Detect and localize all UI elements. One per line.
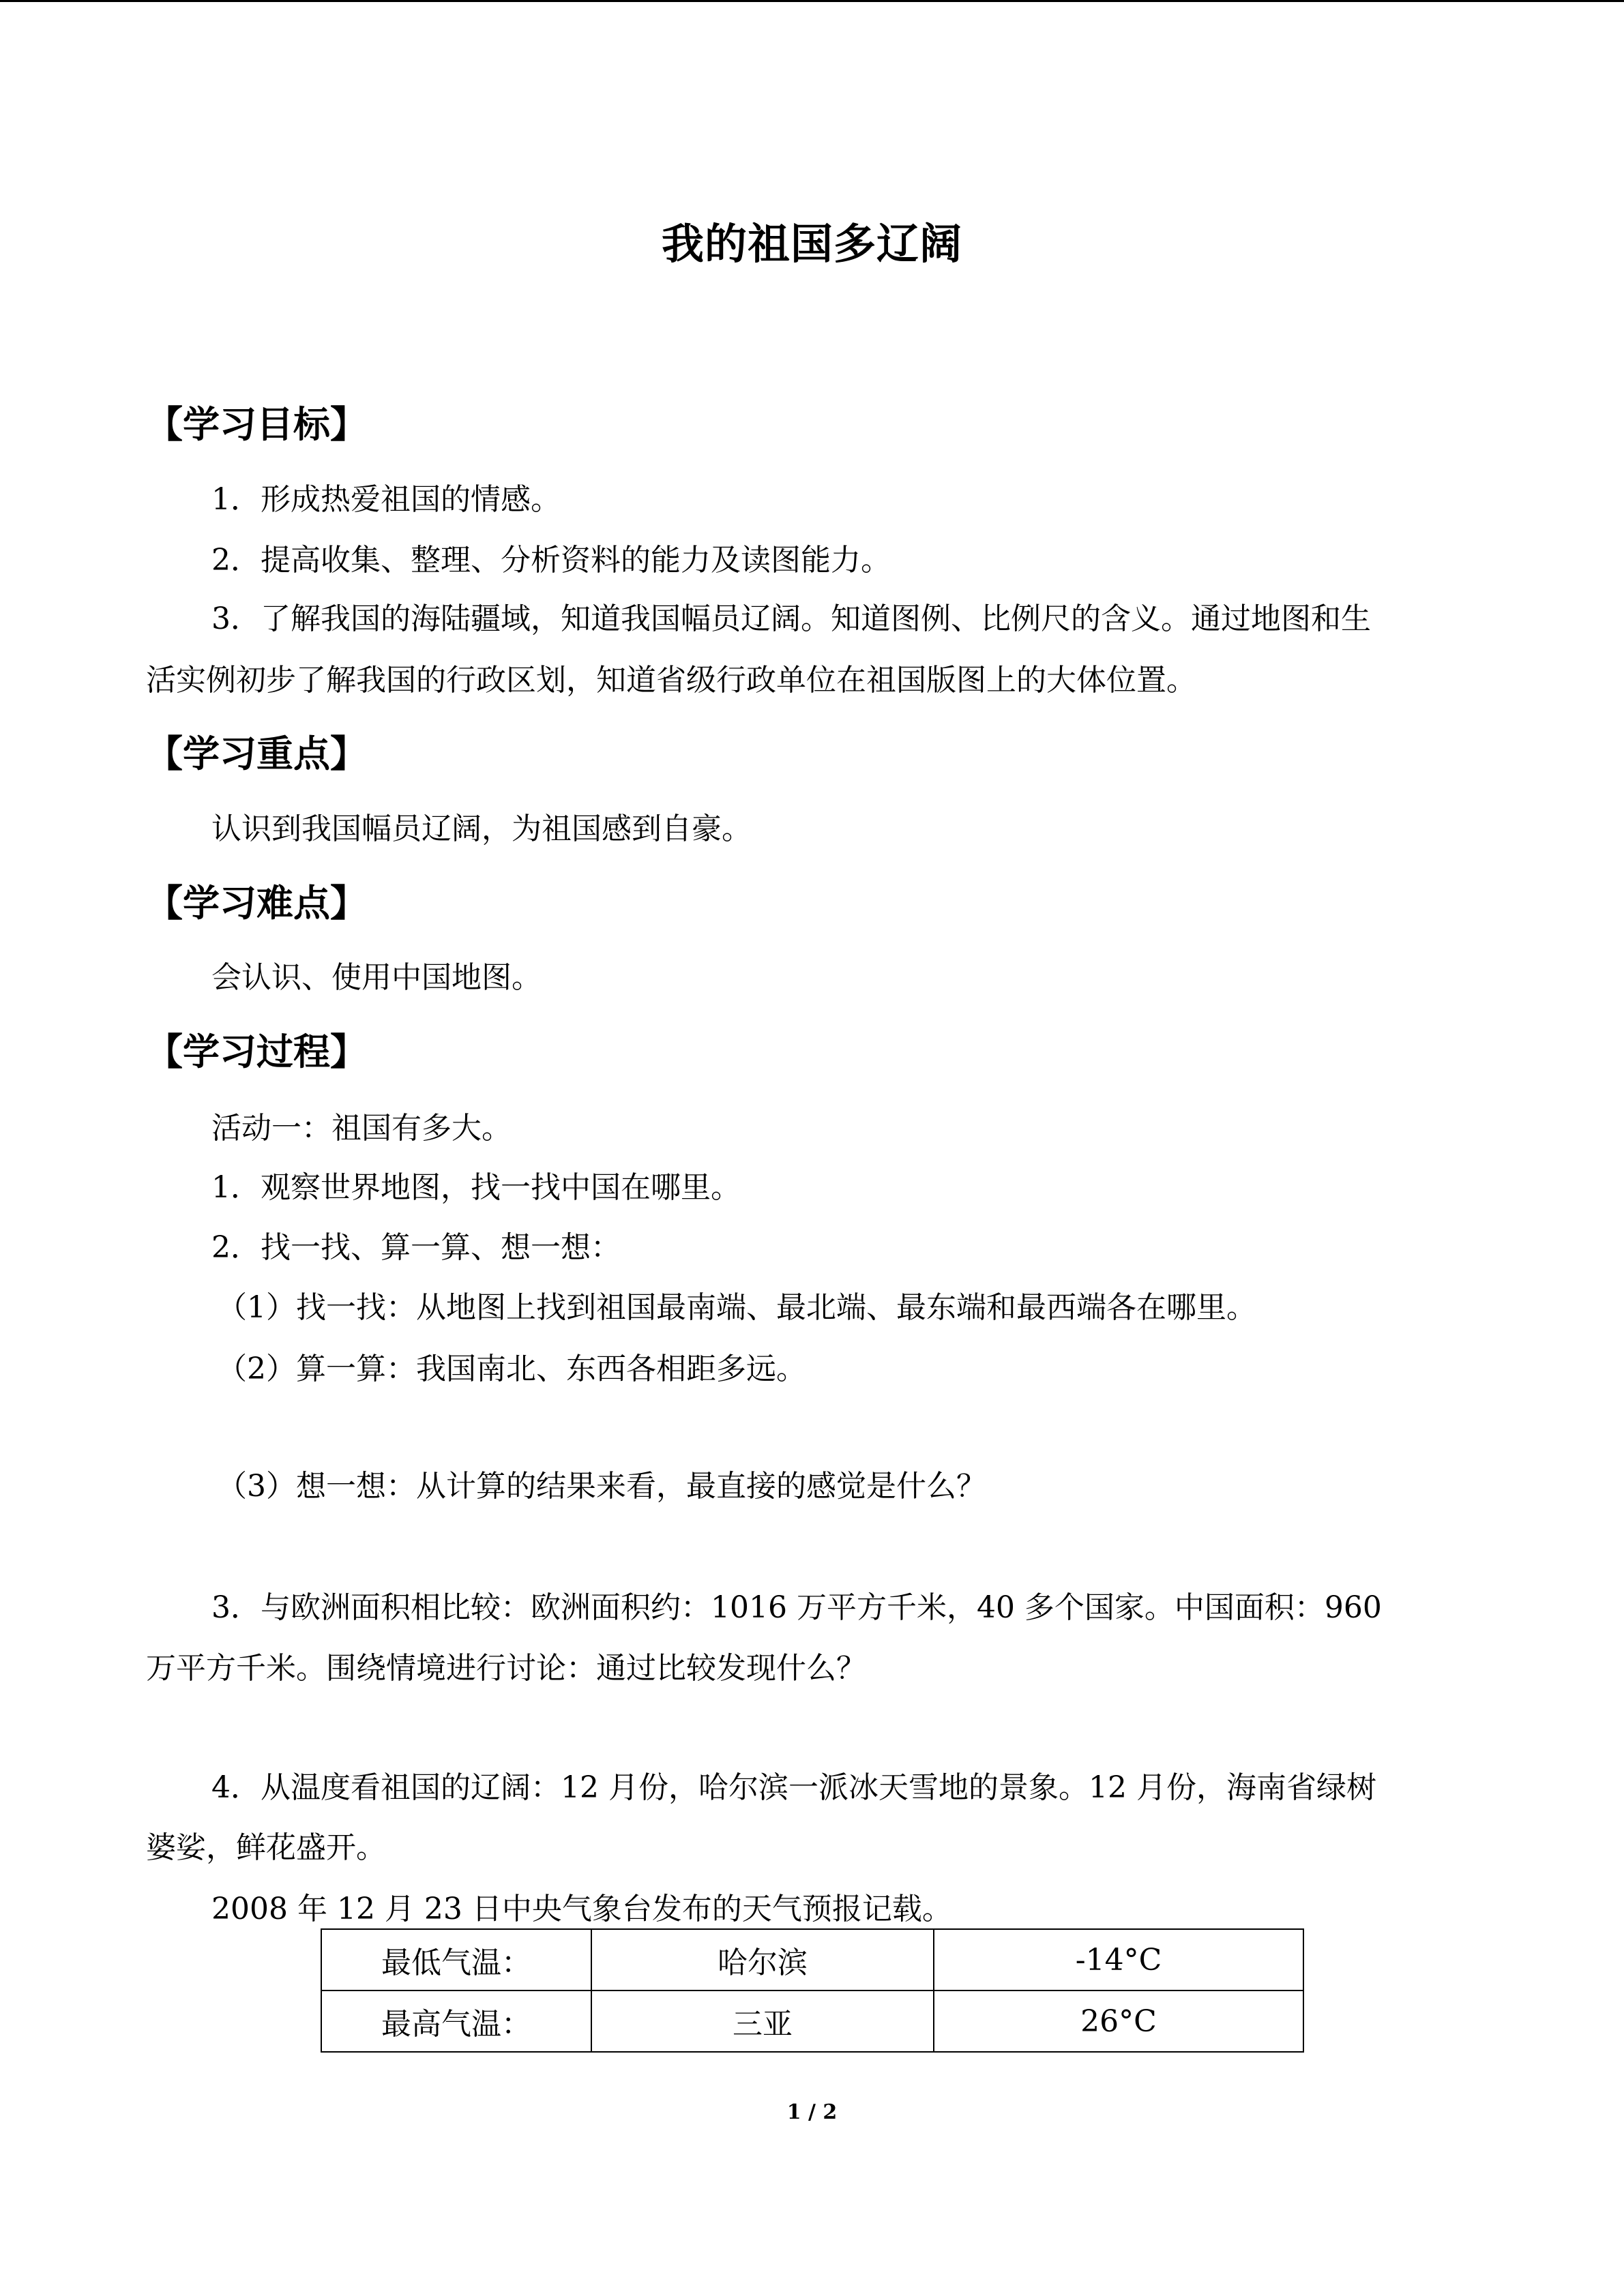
objectives-heading: 【学习目标】 — [146, 403, 367, 446]
process-step-3-line2: 万平方千米。围绕情境进行讨论：通过比较发现什么？ — [146, 1651, 866, 1686]
process-step-4-line2: 婆娑，鲜花盛开。 — [146, 1830, 386, 1865]
weather-table — [321, 1928, 1304, 2053]
objective-item-3-cont: 活实例初步了解我国的行政区划，知道省级行政单位在祖国版图上的大体位置。 — [146, 663, 1196, 698]
process-step-2: 2．找一找、算一算、想一想： — [211, 1230, 621, 1265]
table-cell: -14°C — [934, 1929, 1303, 1991]
difficulty-text: 会认识、使用中国地图。 — [211, 960, 542, 995]
page-number: 1 / 2 — [786, 2100, 838, 2124]
table-cell: 最高气温： — [321, 1991, 591, 2052]
process-step-3-line1: 3．与欧洲面积相比较：欧洲面积约：1016 万平方千米，40 多个国家。中国面积：960 — [211, 1590, 1382, 1625]
activity-title: 活动一：祖国有多大。 — [211, 1111, 512, 1146]
difficulty-heading: 【学习难点】 — [146, 882, 367, 925]
keypoints-text: 认识到我国幅员辽阔，为祖国感到自豪。 — [211, 811, 752, 846]
table-cell: 哈尔滨 — [591, 1929, 934, 1991]
table-cell: 最低气温： — [321, 1929, 591, 1991]
objective-item-2: 2．提高收集、整理、分析资料的能力及读图能力。 — [211, 543, 891, 578]
objective-item-1: 1．形成热爱祖国的情感。 — [211, 482, 561, 517]
process-sub-2: （2）算一算：我国南北、东西各相距多远。 — [217, 1352, 806, 1386]
table-cell: 三亚 — [591, 1991, 934, 2052]
process-heading: 【学习过程】 — [146, 1030, 367, 1073]
process-step-4-line1: 4．从温度看祖国的辽阔：12 月份，哈尔滨一派冰天雪地的景象。12 月份，海南省绿树 — [211, 1770, 1376, 1805]
process-sub-3: （3）想一想：从计算的结果来看，最直接的感觉是什么？ — [217, 1469, 986, 1504]
page-title: 我的祖国多辽阔 — [661, 219, 962, 269]
table-row — [321, 1929, 1303, 1991]
table-cell: 26°C — [934, 1991, 1303, 2052]
keypoints-heading: 【学习重点】 — [146, 732, 367, 775]
process-step-1: 1．观察世界地图，找一找中国在哪里。 — [211, 1170, 741, 1205]
process-sub-1: （1）找一找：从地图上找到祖国最南端、最北端、最东端和最西端各在哪里。 — [217, 1290, 1256, 1325]
objective-item-3: 3．了解我国的海陆疆域，知道我国幅员辽阔。知道图例、比例尺的含义。通过地图和生 — [211, 601, 1371, 636]
table-row — [321, 1991, 1303, 2052]
forecast-note: 2008 年 12 月 23 日中央气象台发布的天气预报记载。 — [211, 1892, 952, 1926]
